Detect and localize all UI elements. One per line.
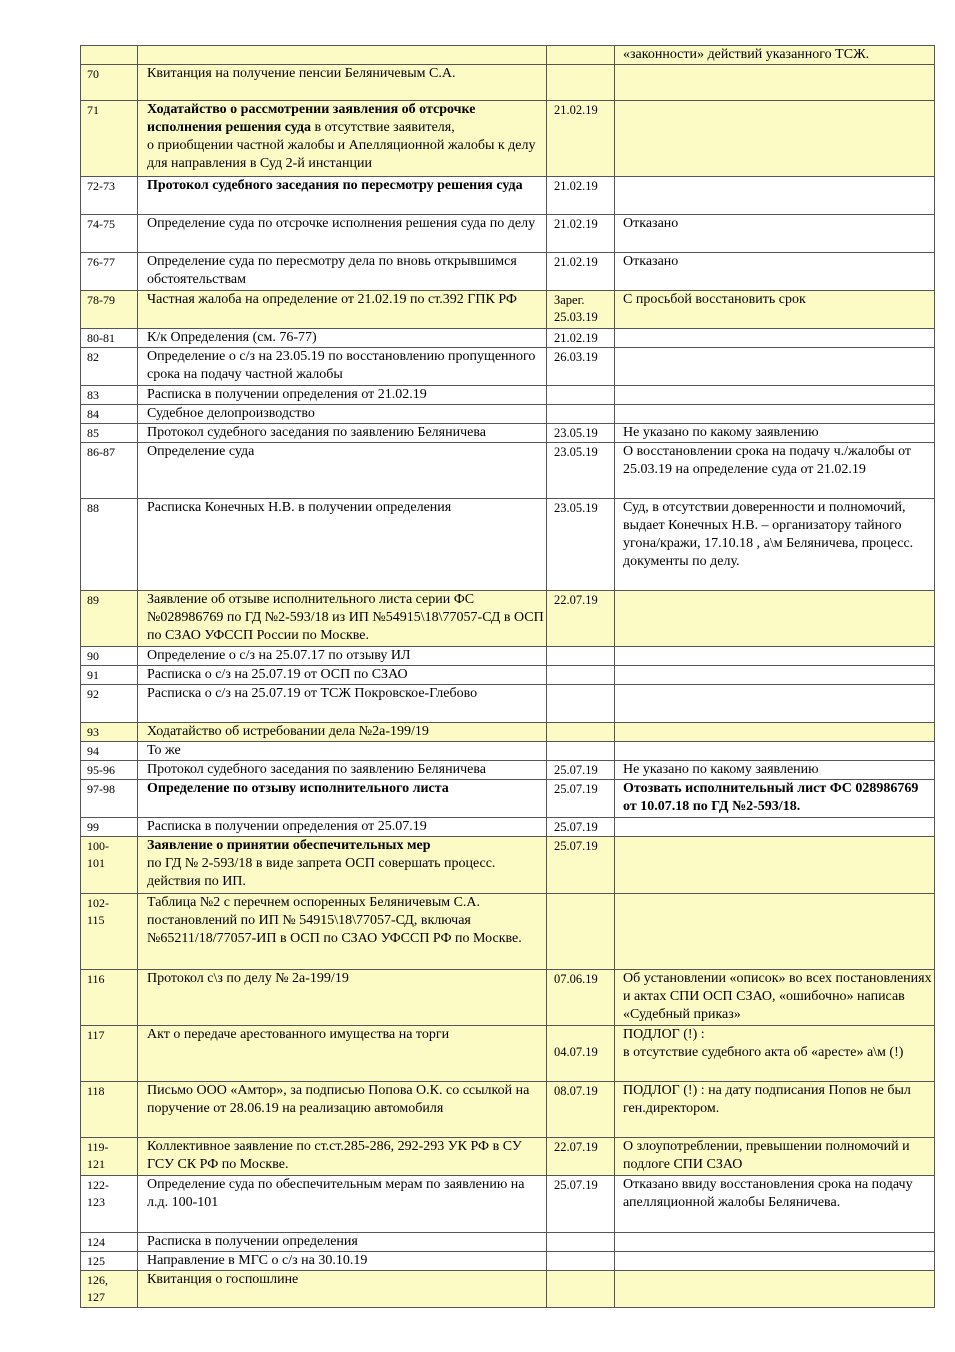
document-description-cell: [138, 405, 547, 424]
table-row: [81, 215, 935, 253]
table-row: [81, 1176, 935, 1233]
page-number-cell: 116: [81, 970, 138, 1026]
note-cell: [615, 177, 935, 215]
page-number-cell: 91: [81, 666, 138, 685]
note-cell: [615, 780, 935, 818]
table-row: [81, 837, 935, 894]
page-number-cell: 99: [81, 818, 138, 837]
note-text: ПОДЛОГ (!) : на дату подписания Попов не был ген.директором.: [623, 1083, 911, 1116]
page-number-cell: 119- 121: [81, 1138, 138, 1176]
document-description-text: Расписка о с/з на 25.07.19 от ТСЖ Покровское-Глебово: [147, 686, 478, 701]
document-description-text: Коллективное заявление по ст.ст.285-286, 292-293 УК РФ в СУ ГСУ СК РФ по Москве.: [147, 1139, 522, 1172]
table-row: [81, 723, 935, 742]
note-cell: [615, 1026, 935, 1082]
date-cell: 26.03.19: [547, 348, 615, 386]
date-cell: [547, 65, 615, 101]
page-number-cell: 93: [81, 723, 138, 742]
table-row: [81, 101, 935, 177]
table-row: [81, 386, 935, 405]
date-cell: [547, 46, 615, 65]
table-row: [81, 1252, 935, 1271]
page-number-cell: 74-75: [81, 215, 138, 253]
document-description-bold: Определение по отзыву исполнительного листа: [147, 781, 449, 796]
table-row: [81, 65, 935, 101]
table-row: [81, 46, 935, 65]
note-cell: [615, 405, 935, 424]
note-cell: [615, 1252, 935, 1271]
table-row: [81, 894, 935, 970]
note-cell: [615, 253, 935, 291]
note-text: О восстановлении срока на подачу ч./жалобы от 25.03.19 на определение суда от 21.02.19: [623, 444, 912, 477]
date-cell: 21.02.19: [547, 253, 615, 291]
page-number-cell: 70: [81, 65, 138, 101]
table-row: [81, 499, 935, 591]
date-cell: Зарег. 25.03.19: [547, 291, 615, 329]
date-cell: 23.05.19: [547, 443, 615, 499]
note-text: «законности» действий указанного ТСЖ.: [623, 47, 870, 62]
note-cell: [615, 970, 935, 1026]
document-description-cell: [138, 761, 547, 780]
page-number-cell: 76-77: [81, 253, 138, 291]
note-bold-text: Отозвать исполнительный лист ФС 028986769 от 10.07.18 по ГД №2-593/18.: [623, 781, 919, 814]
page-number-cell: 117: [81, 1026, 138, 1082]
document-description-cell: [138, 46, 547, 65]
table-row: [81, 291, 935, 329]
document-table-body: [81, 46, 935, 1308]
document-description-text: Определение суда по обеспечительным мерам по заявлению на л.д. 100-101: [147, 1177, 525, 1210]
date-cell: 25.07.19: [547, 818, 615, 837]
note-cell: [615, 1138, 935, 1176]
note-cell: [615, 101, 935, 177]
document-description-cell: [138, 291, 547, 329]
document-description-cell: [138, 1233, 547, 1252]
note-cell: [615, 723, 935, 742]
document-description-text: Протокол судебного заседания по заявлению Беляничева: [147, 762, 486, 777]
note-text: Суд, в отсутствии доверенности и полномочий, выдает Конечных Н.В. – организатору тайного угона/кражи, 17.10.18 , а\м Беляничева, процесс. документы по делу.: [623, 500, 914, 569]
document-description-text: Определение суда по отсрочке исполнения решения суда по делу: [147, 216, 536, 231]
document-description-text: в отсутствие заявителя, о приобщении частной жалобы и Апелляционной жалобы к делу для направления в Суд 2-й инстанции: [147, 120, 536, 171]
table-row: [81, 424, 935, 443]
document-description-text: К/к Определения (см. 76-77): [147, 330, 317, 345]
note-cell: [615, 65, 935, 101]
table-row: [81, 970, 935, 1026]
document-description-text: Ходатайство об истребовании дела №2а-199/19: [147, 724, 429, 739]
document-table: [80, 45, 935, 1308]
note-cell: [615, 647, 935, 666]
page-number-cell: 124: [81, 1233, 138, 1252]
document-description-cell: [138, 1026, 547, 1082]
page-number-cell: 78-79: [81, 291, 138, 329]
document-description-bold: Заявление о принятии обеспечительных мер: [147, 838, 431, 853]
note-cell: [615, 443, 935, 499]
document-description-cell: [138, 348, 547, 386]
date-cell: [547, 666, 615, 685]
date-cell: [547, 894, 615, 970]
document-description-text: Расписка о с/з на 25.07.19 от ОСП по СЗАО: [147, 667, 408, 682]
table-row: [81, 818, 935, 837]
document-description-text: Расписка в получении определения от 25.07.19: [147, 819, 427, 834]
document-description-text: Направление в МГС о с/з на 30.10.19: [147, 1253, 368, 1268]
table-row: [81, 1138, 935, 1176]
note-text: Об установлении «описок» во всех постановлениях и актах СПИ ОСП СЗАО, «ошибочно» написав «Судебный приказ»: [623, 971, 932, 1022]
note-cell: [615, 215, 935, 253]
document-description-bold: Ходатайство о рассмотрении заявления об отсрочке исполнения решения суда: [147, 102, 476, 135]
page-number-cell: 95-96: [81, 761, 138, 780]
page-number-cell: 83: [81, 386, 138, 405]
table-row: [81, 591, 935, 647]
table-row: [81, 443, 935, 499]
table-row: [81, 1026, 935, 1082]
page-number-cell: 82: [81, 348, 138, 386]
document-description-text: Письмо ООО «Амтор», за подписью Попова О.К. со ссылкой на поручение от 28.06.19 на реализацию автомобиля: [147, 1083, 530, 1116]
document-description-cell: [138, 1252, 547, 1271]
table-row: [81, 177, 935, 215]
page-number-cell: 86-87: [81, 443, 138, 499]
date-cell: [547, 647, 615, 666]
note-text: Отказано ввиду восстановления срока на подачу апелляционной жалобы Беляничева.: [623, 1177, 913, 1210]
document-description-cell: [138, 818, 547, 837]
document-description-text: Протокол судебного заседания по заявлению Беляничева: [147, 425, 486, 440]
note-cell: [615, 424, 935, 443]
note-text: Не указано по какому заявлению: [623, 425, 819, 440]
document-description-text: Судебное делопроизводство: [147, 406, 315, 421]
note-text: ПОДЛОГ (!) : в отсутствие судебного акта об «аресте» а\м (!): [623, 1027, 904, 1060]
note-cell: [615, 291, 935, 329]
document-description-cell: [138, 424, 547, 443]
document-description-text: Акт о передаче арестованного имущества на торги: [147, 1027, 450, 1042]
document-description-cell: [138, 894, 547, 970]
page-number-cell: 92: [81, 685, 138, 723]
note-cell: [615, 591, 935, 647]
document-description-cell: [138, 253, 547, 291]
document-description-cell: [138, 666, 547, 685]
document-description-cell: [138, 647, 547, 666]
page-number-cell: 89: [81, 591, 138, 647]
document-description-text: Определение о с/з на 23.05.19 по восстановлению пропущенного срока на подачу частной жалобы: [147, 349, 536, 382]
document-description-text: Определение суда: [147, 444, 255, 459]
date-cell: 21.02.19: [547, 215, 615, 253]
document-description-cell: [138, 1138, 547, 1176]
date-cell: [547, 723, 615, 742]
date-cell: 25.07.19: [547, 761, 615, 780]
table-row: [81, 1233, 935, 1252]
date-cell: [547, 742, 615, 761]
date-cell: 23.05.19: [547, 424, 615, 443]
note-cell: [615, 818, 935, 837]
document-description-bold: Протокол судебного заседания по пересмотру решения суда: [147, 178, 523, 193]
date-cell: [547, 1252, 615, 1271]
note-cell: [615, 742, 935, 761]
date-cell: 07.06.19: [547, 970, 615, 1026]
document-description-text: Расписка в получении определения от 21.02.19: [147, 387, 427, 402]
page-number-cell: 125: [81, 1252, 138, 1271]
document-description-text: Расписка в получении определения: [147, 1234, 358, 1249]
note-cell: [615, 1271, 935, 1308]
document-description-cell: [138, 443, 547, 499]
document-description-cell: [138, 65, 547, 101]
note-cell: [615, 1233, 935, 1252]
date-cell: 23.05.19: [547, 499, 615, 591]
date-cell: 04.07.19: [547, 1026, 615, 1082]
document-description-text: Расписка Конечных Н.В. в получении определения: [147, 500, 452, 515]
document-description-cell: [138, 386, 547, 405]
note-cell: [615, 894, 935, 970]
document-description-cell: [138, 970, 547, 1026]
page-number-cell: 80-81: [81, 329, 138, 348]
page-number-cell: 94: [81, 742, 138, 761]
note-cell: [615, 386, 935, 405]
date-cell: 21.02.19: [547, 329, 615, 348]
document-description-text: Таблица №2 с перечнем оспоренных Беляничевым С.А. постановлений по ИП № 54915\18\77057-СД, включая №65211/18/77057-ИП в ОСП по СЗАО УФССП РФ по Москве.: [147, 895, 522, 946]
document-description-cell: [138, 329, 547, 348]
document-description-cell: [138, 780, 547, 818]
table-row: [81, 253, 935, 291]
page-number-cell: 85: [81, 424, 138, 443]
note-cell: [615, 329, 935, 348]
document-description-cell: [138, 101, 547, 177]
date-cell: 21.02.19: [547, 177, 615, 215]
date-cell: 25.07.19: [547, 837, 615, 894]
note-text: Отказано: [623, 254, 679, 269]
note-cell: [615, 499, 935, 591]
note-text: О злоупотреблении, превышении полномочий и подлоге СПИ СЗАО: [623, 1139, 910, 1172]
page-number-cell: 122- 123: [81, 1176, 138, 1233]
table-row: [81, 1271, 935, 1308]
document-description-text: по ГД № 2-593/18 в виде запрета ОСП совершать процесс. действия по ИП.: [147, 856, 496, 889]
document-description-cell: [138, 591, 547, 647]
date-cell: 21.02.19: [547, 101, 615, 177]
note-cell: [615, 685, 935, 723]
date-cell: [547, 685, 615, 723]
note-text: С просьбой восстановить срок: [623, 292, 806, 307]
table-row: [81, 647, 935, 666]
page-number-cell: 118: [81, 1082, 138, 1138]
page-number-cell: 90: [81, 647, 138, 666]
document-description-text: Протокол с\з по делу № 2а-199/19: [147, 971, 349, 986]
table-row: [81, 1082, 935, 1138]
table-row: [81, 761, 935, 780]
note-cell: [615, 837, 935, 894]
note-cell: [615, 348, 935, 386]
note-cell: [615, 761, 935, 780]
document-description-text: Определение суда по пересмотру дела по вновь открывшимся обстоятельствам: [147, 254, 517, 287]
page-number-cell: 97-98: [81, 780, 138, 818]
table-row: [81, 348, 935, 386]
table-row: [81, 666, 935, 685]
note-text: Не указано по какому заявлению: [623, 762, 819, 777]
table-row: [81, 780, 935, 818]
table-row: [81, 405, 935, 424]
date-cell: [547, 405, 615, 424]
document-description-text: Частная жалоба на определение от 21.02.19 по ст.392 ГПК РФ: [147, 292, 517, 307]
page-number-cell: 102- 115: [81, 894, 138, 970]
document-description-text: То же: [147, 743, 181, 758]
document-description-cell: [138, 837, 547, 894]
page-number-cell: 88: [81, 499, 138, 591]
date-cell: [547, 1271, 615, 1308]
document-description-text: Определение о с/з на 25.07.17 по отзыву ИЛ: [147, 648, 411, 663]
date-cell: 22.07.19: [547, 1138, 615, 1176]
document-description-cell: [138, 177, 547, 215]
page-number-cell: 126, 127: [81, 1271, 138, 1308]
page-number-cell: 72-73: [81, 177, 138, 215]
page-number-cell: 84: [81, 405, 138, 424]
page-number-cell: 71: [81, 101, 138, 177]
date-cell: 22.07.19: [547, 591, 615, 647]
document-description-cell: [138, 685, 547, 723]
date-cell: [547, 386, 615, 405]
document-description-text: Квитанция о госпошлине: [147, 1272, 299, 1287]
note-text: Отказано: [623, 216, 679, 231]
date-cell: [547, 1233, 615, 1252]
document-description-text: Квитанция на получение пенсии Беляничевым С.А.: [147, 66, 456, 81]
date-cell: 25.07.19: [547, 1176, 615, 1233]
document-description-cell: [138, 1271, 547, 1308]
table-row: [81, 742, 935, 761]
note-cell: [615, 46, 935, 65]
document-description-cell: [138, 215, 547, 253]
document-description-cell: [138, 723, 547, 742]
date-cell: 08.07.19: [547, 1082, 615, 1138]
document-description-cell: [138, 499, 547, 591]
note-cell: [615, 666, 935, 685]
page-number-cell: 100- 101: [81, 837, 138, 894]
note-cell: [615, 1082, 935, 1138]
table-row: [81, 685, 935, 723]
note-cell: [615, 1176, 935, 1233]
document-description-cell: [138, 1176, 547, 1233]
document-description-cell: [138, 1082, 547, 1138]
page-number-cell: [81, 46, 138, 65]
document-description-cell: [138, 742, 547, 761]
document-description-text: Заявление об отзыве исполнительного листа серии ФС №028986769 по ГД №2-593/18 из ИП №54915\18\77057-СД в ОСП по СЗАО УФССП России по Москве.: [147, 592, 544, 643]
table-row: [81, 329, 935, 348]
date-cell: 25.07.19: [547, 780, 615, 818]
